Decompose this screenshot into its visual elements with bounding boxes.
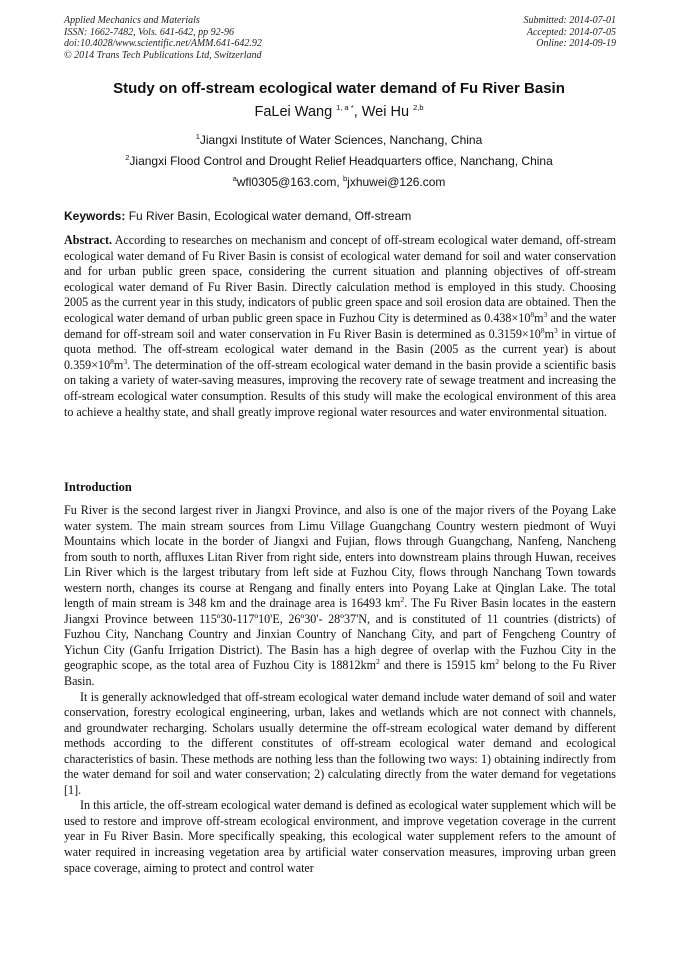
accepted-date: Accepted: 2014-07-05 bbox=[526, 26, 616, 38]
issn-line: ISSN: 1662-7482, Vols. 641-642, pp 92-96 bbox=[64, 26, 234, 38]
affiliation-2-text: Jiangxi Flood Control and Drought Relief Headquarters office, Nanchang, China bbox=[129, 154, 553, 168]
author-separator: , bbox=[353, 104, 358, 120]
intro-paragraph-1: Fu River is the second largest river in Jiangxi Province, and also is one of the major rivers of the Poyang Lake water system. The main stream sources from Limu Village Guangchang Country western piedmont of Wuyi Mountains which locate in the border of Jiangxi and Fujian, flows through Guangchang, Nanfeng, Nancheng from south to north, affluxes Litan River from right side, enters into downstream plains through Huwan, receives Lin River which is the largest tributary from left side at Fuzhou City, flows through Nanchang Town towards western north, changes its course at Rengang and finally enters into Poyang Lake at Qinglan Lake. The total length of main stream is 348 km and the drainage area is 16493 $km^2$. The Fu River Basin locates in the eastern Jiangxi Province between 115º30-117º10'E, 26º30'- 28º37'N, and is constituted of 11 countries (districts) of Fuzhou City, Nanchang Country and Jinxian Country of Nanchang City, and part of Fengcheng Country of Yichun City (Ganfu Irrigation District). The Basin has a high degree of overlap with the Fuzhou City in the geographic scope, as the total area of Fuzhou City is $18812km^2$ and there is 15915 $km^2$ belong to the Fu River Basin. bbox=[64, 503, 616, 689]
email-b-mark: b bbox=[343, 174, 348, 183]
introduction-heading: Introduction bbox=[64, 480, 132, 494]
journal-name: Applied Mechanics and Materials bbox=[64, 15, 200, 26]
abstract-label: Abstract. bbox=[64, 233, 113, 247]
introduction-body bbox=[64, 503, 616, 876]
email-line bbox=[0, 175, 678, 189]
doi-line[interactable]: doi:10.4028/www.scientific.net/AMM.641-642.92 bbox=[64, 38, 262, 50]
affiliation-1-text: Jiangxi Institute of Water Sciences, Nanchang, China bbox=[199, 133, 483, 147]
author-1-affiliation-mark: 1, a * bbox=[336, 103, 354, 113]
email-a-mark: a bbox=[232, 174, 237, 183]
affiliation-2 bbox=[0, 154, 678, 168]
author-1: FaLei Wang bbox=[254, 104, 333, 120]
keywords-label: Keywords: bbox=[64, 209, 126, 223]
email-a[interactable]: wfl0305@163.com, bbox=[236, 175, 340, 189]
keywords-text: Fu River Basin, Ecological water demand, Off-stream bbox=[128, 209, 412, 223]
author-2-affiliation-mark: 2,b bbox=[413, 103, 424, 113]
intro-paragraph-2: It is generally acknowledged that off-stream ecological water demand include water demand of soil and water conservation, forestry ecological engineering, urban, lakes and wetlands which are not connect with channels, and groundwater recharging. Scholars usually determine the off-stream ecological water demand by different methods according to the different constitutes of off-stream ecological water demand and ecological characteristics of basin. These methods are nothing less than the following two ways: 1) obtaining indirectly from the water demand for soil and water conservation; 2) calculating directly from the water demand for vegetations [1]. bbox=[64, 689, 616, 797]
abstract-text: According to researches on mechanism and concept of off-stream ecological water demand, off-stream ecological water demand of Fu River Basin is consist of ecological water demand for soil and water conservation and for urban public green space, considering the current situation and planning objectives of off-stream ecological water demand of Fu River Basin. Directly calculation method is employed in this study. Choosing 2005 as the current year in this study, indicators of public green space and soil erosion data are obtained. Then the ecological water demand of urban public green space in Fuzhou City is determined as $0.438\times 10^8m^3$ and the water demand for off-stream soil and water conservation in Fu River Basin is determined as $0.3159\times 10^8m^3$ in virtue of quota method. The off-stream ecological water demand in the Basin (2005 as the current year) is about $0.359\times 10^8m^3$. The determination of the off-stream ecological water demand in the basin provide a scientific basis on taking a variety of water-saving measures, improving the recovery rate of sewage treatment and increasing the off-stream ecological water consumption. Results of this study will make the ecological environment of this area to achieve a healthy state, and shall greatly improve regional water resources and water environmental situation. bbox=[64, 233, 617, 419]
affiliation-1 bbox=[0, 133, 678, 147]
submitted-date: Submitted: 2014-07-01 bbox=[523, 15, 616, 26]
dates-header bbox=[396, 15, 616, 50]
intro-paragraph-3: In this article, the off-stream ecological water demand is defined as ecological water supplement which will be used to restore and improve off-stream ecological environment, and improve vegetation coverage in the current year in Fu River Basin. More specifically speaking, this ecological water supplement refers to the amount of water required in increasing vegetation area by artificial water conservation measures, improving urban green space coverage, aiming to protect and control water bbox=[64, 798, 616, 875]
email-b[interactable]: jxhuwei@126.com bbox=[347, 175, 446, 189]
keywords bbox=[64, 209, 616, 223]
author-line bbox=[0, 104, 678, 120]
paper-title: Study on off-stream ecological water demand of Fu River Basin bbox=[113, 80, 565, 97]
journal-header bbox=[64, 15, 404, 61]
affiliation-2-mark: 2 bbox=[125, 153, 130, 162]
affiliation-1-mark: 1 bbox=[195, 132, 200, 141]
online-date: Online: 2014-09-19 bbox=[536, 38, 616, 50]
abstract bbox=[64, 233, 616, 420]
author-2: Wei Hu bbox=[361, 104, 410, 120]
copyright-line: © 2014 Trans Tech Publications Ltd, Switzerland bbox=[64, 49, 262, 61]
